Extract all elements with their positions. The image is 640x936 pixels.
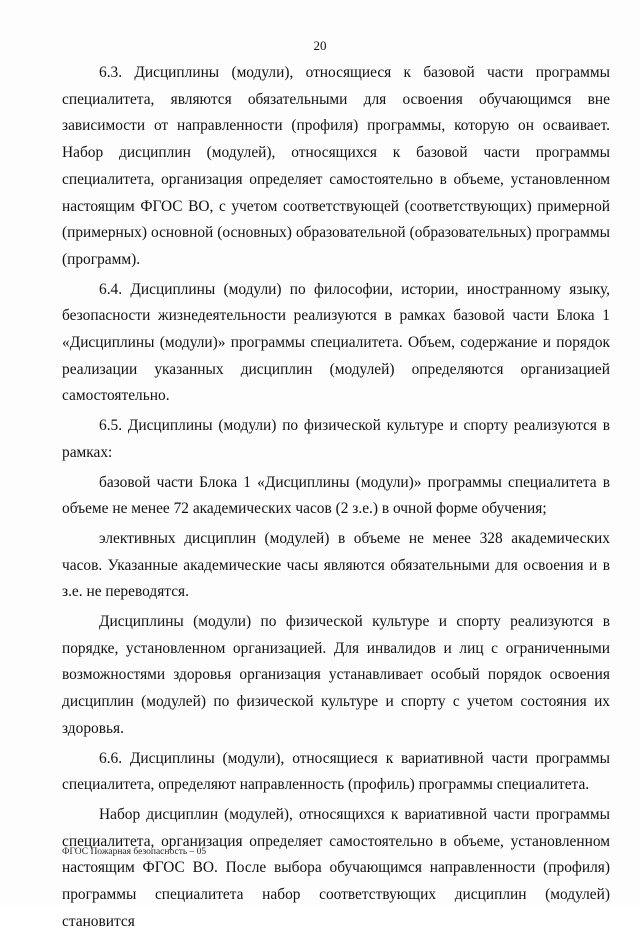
paragraph-6-6-set: Набор дисциплин (модулей), относящихся к вариативной части программы специалитета, организация определяет самостоятельно в объеме, установленном настоящим ФГОС ВО. После выбора обучающимся направленности (профиля) программы специалитета набор соответствующих дисциплин (модулей) становится — [62, 805, 610, 930]
paragraph-6-5-order: Дисциплины (модули) по физической культуре и спорту реализуются в порядке, установленном организацией. Для инвалидов и лиц с ограниченными возможностями здоровья организация устанавливает особый порядок освоения дисциплин (модулей) по физической культуре и спорту с учетом состояния их здоровья. — [62, 613, 610, 737]
page-number: 20 — [313, 38, 327, 53]
paragraph-6-4: 6.4. Дисциплины (модули) по философии, истории, иностранному языку, безопасности жизнедеятельности реализуются в рамках базовой части Блока 1 «Дисциплины (модули)» программы специалитета. Объем, содержание и порядок реализации указанных дисциплин (модулей) определяются организацией самостоятельно. — [62, 280, 610, 405]
paragraph-6-5-elective: элективных дисциплин (модулей) в объеме не менее 328 академических часов. Указанные академические часы являются обязательными для освоения и в з.е. не переводятся. — [62, 529, 610, 601]
paragraph-6-6: 6.6. Дисциплины (модули), относящиеся к вариативной части программы специалитета, определяют направленность (профиль) программы специалитета. — [62, 749, 610, 794]
paragraph-6-3: 6.3. Дисциплины (модули), относящиеся к базовой части программы специалитета, являются обязательными для освоения обучающимся вне зависимости от направленности (профиля) программы, которую он осваивает. Набор дисциплин (модулей), относящихся к базовой части программы специалитета, организация определяет самостоятельно в объеме, установленном настоящим ФГОС ВО, с учетом соответствующей (соответствующих) примерной (примерных) основной (основных) образовательной (образовательных) программы (программ). — [62, 64, 610, 268]
paragraph-6-5: 6.5. Дисциплины (модули) по физической культуре и спорту реализуются в рамках: — [62, 417, 610, 461]
paragraph-6-5-basic-part: базовой части Блока 1 «Дисциплины (модули)» программы специалитета в объеме не менее 72 академических часов (2 з.е.) в очной форме обучения; — [62, 473, 610, 518]
document-body — [62, 60, 610, 936]
document-footer: ФГОС Пожарная безопасность – 05 — [62, 847, 207, 857]
